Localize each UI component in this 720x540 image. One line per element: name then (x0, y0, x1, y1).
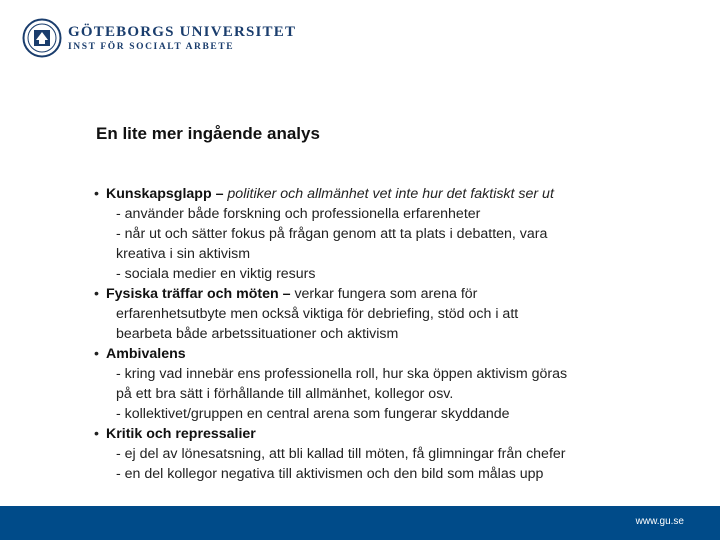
bullet-sub-line: - ej del av lönesatsning, att bli kallad till möten, få glimningar från chefer (116, 446, 566, 462)
bullet-label: Fysiska träffar och möten – (106, 286, 295, 302)
bullet-label: Kunskapsglapp – (106, 186, 228, 202)
bullet-sub-line: bearbeta både arbetssituationer och aktivism (116, 326, 399, 342)
department-name: INST FÖR SOCIALT ARBETE (68, 41, 235, 52)
bullet-sub-line: - kollektivet/gruppen en central arena som fungerar skyddande (116, 406, 510, 422)
bullet-sub-line: - använder både forskning och professionella erfarenheter (116, 206, 481, 222)
university-seal-icon (22, 18, 62, 58)
footer-url: www.gu.se (635, 516, 684, 527)
bullet-sub-line: erfarenhetsutbyte men också viktiga för debriefing, stöd och i att (116, 306, 519, 322)
university-name: GÖTEBORGS UNIVERSITET (68, 23, 297, 40)
slide-title: En lite mer ingående analys (96, 124, 320, 143)
bullet-description: politiker och allmänhet vet inte hur det faktiskt ser ut (227, 186, 554, 202)
bullet-sub-line: kreativa i sin aktivism (116, 246, 251, 262)
bullet-description: verkar fungera som arena för (294, 286, 478, 302)
bullet-sub-line: - en del kollegor negativa till aktivismen och den bild som målas upp (116, 466, 544, 482)
footer-bar (0, 506, 720, 540)
bullet-kritik (96, 424, 656, 484)
university-wordmark (68, 23, 296, 54)
bullet-sub-line: - sociala medier en viktig resurs (116, 266, 316, 282)
bullet-label: Ambivalens (106, 346, 186, 362)
slide-content (96, 184, 656, 484)
bullet-sub-line: - når ut och sätter fokus på frågan genom att ta plats i debatten, vara (116, 226, 548, 242)
bullet-fysiska-traffar (96, 284, 656, 344)
bullet-ambivalens (96, 344, 656, 424)
bullet-sub-line: - kring vad innebär ens professionella roll, hur ska öppen aktivism göras (116, 366, 568, 382)
bullet-kunskapsglapp (96, 184, 656, 284)
bullet-label: Kritik och repressalier (106, 426, 256, 442)
bullet-sub-line: på ett bra sätt i förhållande till allmänhet, kollegor osv. (116, 386, 454, 402)
header (22, 16, 296, 60)
